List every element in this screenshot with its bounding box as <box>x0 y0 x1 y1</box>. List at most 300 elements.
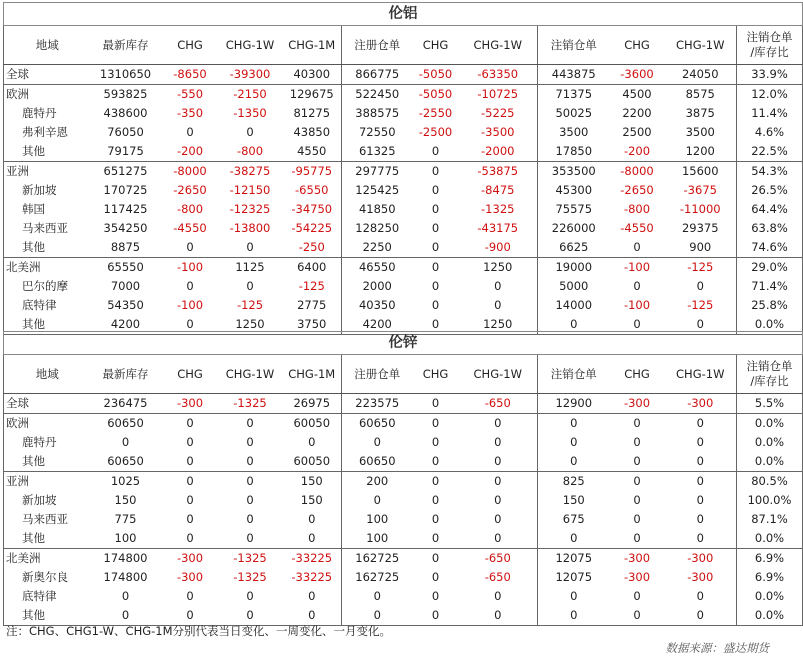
value-cell: 0 <box>283 606 342 626</box>
value-cell: 0 <box>494 493 502 507</box>
column-header: CHG <box>610 355 665 394</box>
value-cell: 0 <box>431 493 440 507</box>
value-cell: -1325 <box>218 549 283 569</box>
region-cell: 其他 <box>4 606 89 626</box>
value-cell: 0 <box>186 493 194 507</box>
table-row <box>4 85 803 105</box>
value-cell: 150 <box>283 472 342 492</box>
column-header: CHG-1W <box>218 26 283 65</box>
value-cell: 71375 <box>538 85 610 105</box>
value-cell: -650 <box>484 570 511 584</box>
value-cell: 60050 <box>283 452 342 472</box>
value-cell: -33225 <box>291 570 333 584</box>
value-cell: -8000 <box>610 162 665 182</box>
value-cell: 26975 <box>283 394 342 414</box>
value-cell: 0 <box>413 414 459 434</box>
value-cell: -12325 <box>229 202 271 216</box>
value-cell: 63.8% <box>737 219 803 238</box>
value-cell: 29375 <box>681 221 719 235</box>
value-cell: -550 <box>163 85 218 105</box>
value-cell: 3500 <box>538 123 610 142</box>
value-cell: 900 <box>665 238 737 258</box>
value-cell: 29.0% <box>737 258 803 278</box>
value-cell: 0 <box>89 606 163 626</box>
region-cell: 新加坡 <box>4 181 89 200</box>
value-cell: -11000 <box>679 202 721 216</box>
value-cell: 0 <box>431 221 440 235</box>
value-cell: 15600 <box>665 162 737 182</box>
value-cell: -2150 <box>218 85 283 105</box>
column-header: 地域 <box>4 355 89 394</box>
value-cell: -300 <box>665 549 737 569</box>
value-cell: 170725 <box>103 183 148 197</box>
value-cell: 12900 <box>538 394 610 414</box>
value-cell: 0 <box>696 279 704 293</box>
value-cell: 45300 <box>538 181 610 200</box>
value-cell: -39300 <box>218 65 283 85</box>
value-cell: 0 <box>413 606 459 626</box>
value-cell: 0 <box>218 414 283 434</box>
value-cell: 0 <box>163 414 218 434</box>
value-cell: 3875 <box>685 106 715 120</box>
value-cell: -1350 <box>233 106 267 120</box>
value-cell: 2775 <box>297 298 327 312</box>
region-cell: 马来西亚 <box>4 510 89 529</box>
value-cell: -1325 <box>218 394 283 414</box>
table-title-row <box>4 332 803 355</box>
value-cell: 0 <box>413 238 459 258</box>
value-cell: 1025 <box>89 472 163 492</box>
value-cell: -300 <box>163 394 218 414</box>
value-cell: 60650 <box>89 452 163 472</box>
table-row <box>4 549 803 569</box>
value-cell: 14000 <box>538 296 610 315</box>
value-cell: 0 <box>246 435 254 449</box>
value-cell: -100 <box>176 298 204 312</box>
table-row <box>4 394 803 414</box>
value-cell: 0 <box>538 606 610 626</box>
value-cell: 72550 <box>342 123 413 142</box>
column-header: CHG-1W <box>459 26 538 65</box>
value-cell: 0 <box>342 606 413 626</box>
value-cell: 0.0% <box>737 414 803 434</box>
value-cell: 76050 <box>107 125 144 139</box>
region-cell: 北美洲 <box>4 549 89 569</box>
value-cell: 87.1% <box>737 510 803 529</box>
value-cell: 0 <box>186 512 194 526</box>
table-row <box>4 162 803 182</box>
table-row <box>4 65 803 85</box>
value-cell: 0 <box>665 315 737 335</box>
column-header: 最新库存 <box>89 26 163 65</box>
data-source: 数据来源：盛达期货 <box>665 641 769 655</box>
value-cell: -650 <box>459 394 538 414</box>
value-cell: 0 <box>186 435 194 449</box>
value-cell: -125 <box>687 298 714 312</box>
value-cell: 150 <box>300 493 323 507</box>
value-cell: 0 <box>308 512 316 526</box>
value-cell: 0 <box>218 452 283 472</box>
value-cell: 0 <box>413 452 459 472</box>
value-cell: 0 <box>246 279 254 293</box>
value-cell: -43175 <box>477 221 519 235</box>
value-cell: 0 <box>342 433 413 452</box>
value-cell: 825 <box>538 472 610 492</box>
value-cell: 0 <box>413 315 459 335</box>
column-header: CHG <box>610 26 665 65</box>
value-cell: -4550 <box>173 221 207 235</box>
value-cell: 60050 <box>283 414 342 434</box>
value-cell: -100 <box>610 258 665 278</box>
value-cell: 46550 <box>342 258 413 278</box>
value-cell: 71.4% <box>737 277 803 296</box>
column-header: CHG <box>413 26 459 65</box>
value-cell: 43850 <box>293 125 331 139</box>
column-header: CHG <box>163 26 218 65</box>
value-cell: 1250 <box>218 315 283 335</box>
value-cell: -2650 <box>620 183 654 197</box>
zinc-inventory-table <box>3 331 803 626</box>
value-cell: 60650 <box>342 414 413 434</box>
value-cell: 5.5% <box>737 394 803 414</box>
value-cell: 0.0% <box>737 606 803 626</box>
value-cell: 0 <box>431 570 440 584</box>
value-cell: 0 <box>459 472 538 492</box>
value-cell: -300 <box>610 549 665 569</box>
value-cell: 0 <box>308 435 316 449</box>
value-cell: 0 <box>413 472 459 492</box>
value-cell: 6.9% <box>737 549 803 569</box>
value-cell: -200 <box>163 142 218 162</box>
value-cell: 11.4% <box>737 104 803 123</box>
table-row <box>4 104 803 123</box>
value-cell: 354250 <box>103 221 148 235</box>
value-cell: 0 <box>431 202 440 216</box>
value-cell: -800 <box>176 202 204 216</box>
table-row <box>4 414 803 434</box>
value-cell: 4.6% <box>737 123 803 142</box>
value-cell: -300 <box>687 570 714 584</box>
column-header: 最新库存 <box>89 355 163 394</box>
value-cell: 74.6% <box>737 238 803 258</box>
region-cell: 弗利辛恩 <box>4 123 89 142</box>
value-cell: 0 <box>538 433 610 452</box>
column-header: CHG-1W <box>459 355 538 394</box>
region-cell: 亚洲 <box>4 472 89 492</box>
value-cell: 100.0% <box>737 491 803 510</box>
value-cell: -54225 <box>291 221 333 235</box>
column-header: 地域 <box>4 26 89 65</box>
header-row <box>4 26 803 65</box>
value-cell: 0 <box>610 529 665 549</box>
value-cell: -4550 <box>620 221 654 235</box>
value-cell: 0 <box>665 452 737 472</box>
value-cell: 4550 <box>283 142 342 162</box>
value-cell: 0 <box>538 529 610 549</box>
value-cell: -650 <box>459 549 538 569</box>
value-cell: -100 <box>623 298 651 312</box>
column-header: CHG-1W <box>218 355 283 394</box>
value-cell: 6625 <box>538 238 610 258</box>
value-cell: -5225 <box>481 106 515 120</box>
value-cell: 0 <box>413 549 459 569</box>
value-cell: 0 <box>431 298 440 312</box>
value-cell: 129675 <box>283 85 342 105</box>
value-cell: 0 <box>413 394 459 414</box>
column-header: 注册仓单 <box>342 26 413 65</box>
value-cell: -8475 <box>481 183 515 197</box>
value-cell: 0 <box>633 512 641 526</box>
region-cell: 亚洲 <box>4 162 89 182</box>
column-header: CHG-1W <box>665 26 737 65</box>
value-cell: 75575 <box>538 200 610 219</box>
value-cell: -8000 <box>163 162 218 182</box>
value-cell: -95775 <box>283 162 342 182</box>
value-cell: 4500 <box>610 85 665 105</box>
value-cell: 0 <box>246 589 254 603</box>
value-cell: -300 <box>665 394 737 414</box>
value-cell: 100 <box>342 510 413 529</box>
value-cell: -125 <box>236 298 264 312</box>
value-cell: 775 <box>114 512 137 526</box>
value-cell: 80.5% <box>737 472 803 492</box>
value-cell: 1125 <box>218 258 283 278</box>
value-cell: 8875 <box>89 238 163 258</box>
region-cell: 其他 <box>4 529 89 549</box>
region-cell: 其他 <box>4 452 89 472</box>
value-cell: 0 <box>308 589 316 603</box>
value-cell: 236475 <box>89 394 163 414</box>
value-cell: 150 <box>538 491 610 510</box>
table-title: 伦铝 <box>4 3 803 26</box>
table-row <box>4 296 803 315</box>
value-cell: -33225 <box>283 549 342 569</box>
value-cell: 0 <box>610 472 665 492</box>
value-cell: 0 <box>633 493 641 507</box>
value-cell: 0.0% <box>737 587 803 606</box>
value-cell: 0 <box>342 491 413 510</box>
value-cell: 0 <box>246 125 254 139</box>
value-cell: -5050 <box>413 65 459 85</box>
region-cell: 底特律 <box>4 296 89 315</box>
value-cell: 22.5% <box>737 142 803 162</box>
value-cell: -6550 <box>295 183 329 197</box>
value-cell: 0 <box>186 589 194 603</box>
value-cell: 0 <box>283 529 342 549</box>
value-cell: 0 <box>218 529 283 549</box>
value-cell: 40350 <box>342 296 413 315</box>
table-row <box>4 219 803 238</box>
value-cell: -2650 <box>173 183 207 197</box>
value-cell: -300 <box>176 570 204 584</box>
value-cell: 200 <box>342 472 413 492</box>
region-cell: 北美洲 <box>4 258 89 278</box>
column-header: CHG-1M <box>283 26 342 65</box>
value-cell: 0 <box>610 238 665 258</box>
value-cell: 0 <box>413 162 459 182</box>
value-cell: -2550 <box>418 106 453 120</box>
value-cell: 24050 <box>665 65 737 85</box>
value-cell: 651275 <box>89 162 163 182</box>
value-cell: 12075 <box>538 568 610 587</box>
value-cell: 174800 <box>89 549 163 569</box>
value-cell: -3500 <box>481 125 515 139</box>
value-cell: 0 <box>494 589 502 603</box>
column-header: 注销仓单 /库存比 <box>737 26 803 65</box>
value-cell: 41850 <box>342 200 413 219</box>
region-cell: 马来西亚 <box>4 219 89 238</box>
value-cell: 0 <box>431 435 440 449</box>
region-cell: 鹿特丹 <box>4 104 89 123</box>
value-cell: -8650 <box>163 65 218 85</box>
value-cell: -125 <box>665 258 737 278</box>
value-cell: 100 <box>89 529 163 549</box>
value-cell: 162725 <box>342 568 413 587</box>
value-cell: 3750 <box>283 315 342 335</box>
value-cell: 353500 <box>538 162 610 182</box>
aluminum-inventory-table <box>3 2 803 335</box>
value-cell: 0 <box>431 512 440 526</box>
value-cell: 223575 <box>342 394 413 414</box>
value-cell: -2500 <box>418 125 453 139</box>
value-cell: 593825 <box>89 85 163 105</box>
value-cell: 0 <box>413 258 459 278</box>
region-cell: 全球 <box>4 65 89 85</box>
value-cell: -63350 <box>459 65 538 85</box>
table-title: 伦锌 <box>4 332 803 355</box>
region-cell: 欧洲 <box>4 85 89 105</box>
value-cell: 33.9% <box>737 65 803 85</box>
value-cell: 6400 <box>283 258 342 278</box>
table-row <box>4 123 803 142</box>
value-cell: 0.0% <box>737 452 803 472</box>
table-row <box>4 568 803 587</box>
value-cell: -53875 <box>459 162 538 182</box>
value-cell: 60650 <box>342 452 413 472</box>
value-cell: 117425 <box>103 202 148 216</box>
value-cell: 0 <box>186 125 194 139</box>
value-cell: 2500 <box>622 125 652 139</box>
value-cell: 3500 <box>685 125 715 139</box>
value-cell: -12150 <box>229 183 271 197</box>
value-cell: 0 <box>459 529 538 549</box>
value-cell: 174800 <box>103 570 148 584</box>
value-cell: 0 <box>459 452 538 472</box>
value-cell: -10725 <box>459 85 538 105</box>
value-cell: 0 <box>163 472 218 492</box>
value-cell: 0 <box>218 472 283 492</box>
value-cell: 0 <box>246 493 254 507</box>
value-cell: 0.0% <box>737 529 803 549</box>
value-cell: 1250 <box>459 315 538 335</box>
value-cell: 0 <box>633 435 641 449</box>
value-cell: 0 <box>610 315 665 335</box>
value-cell: 388575 <box>342 104 413 123</box>
value-cell: 19000 <box>538 258 610 278</box>
value-cell: 50025 <box>538 104 610 123</box>
value-cell: -300 <box>163 549 218 569</box>
value-cell: 0 <box>538 452 610 472</box>
region-cell: 欧洲 <box>4 414 89 434</box>
header-row <box>4 355 803 394</box>
value-cell: -125 <box>298 279 325 293</box>
value-cell: -2000 <box>459 142 538 162</box>
value-cell: 0 <box>218 238 283 258</box>
value-cell: 226000 <box>538 219 610 238</box>
region-cell: 底特律 <box>4 587 89 606</box>
value-cell: -900 <box>459 238 538 258</box>
value-cell: -250 <box>283 238 342 258</box>
value-cell: -13800 <box>229 221 271 235</box>
value-cell: -38275 <box>218 162 283 182</box>
value-cell: 26.5% <box>737 181 803 200</box>
value-cell: 0 <box>163 238 218 258</box>
column-header: CHG-1W <box>665 355 737 394</box>
value-cell: 297775 <box>342 162 413 182</box>
region-cell: 其他 <box>4 315 89 335</box>
value-cell: 128250 <box>342 219 413 238</box>
value-cell: 25.8% <box>737 296 803 315</box>
value-cell: 522450 <box>342 85 413 105</box>
value-cell: 0 <box>610 452 665 472</box>
region-cell: 全球 <box>4 394 89 414</box>
value-cell: 1200 <box>665 142 737 162</box>
value-cell: 17850 <box>538 142 610 162</box>
value-cell: 0.0% <box>737 433 803 452</box>
value-cell: 0 <box>696 512 704 526</box>
value-cell: 5000 <box>538 277 610 296</box>
table-title-row <box>4 3 803 26</box>
value-cell: -800 <box>218 142 283 162</box>
column-header: CHG-1M <box>283 355 342 394</box>
value-cell: 0 <box>121 589 130 603</box>
value-cell: 0 <box>665 529 737 549</box>
value-cell: 0 <box>459 606 538 626</box>
table-row <box>4 433 803 452</box>
value-cell: 12075 <box>538 549 610 569</box>
value-cell: 4200 <box>342 315 413 335</box>
table-row <box>4 529 803 549</box>
value-cell: 65550 <box>89 258 163 278</box>
region-cell: 鹿特丹 <box>4 433 89 452</box>
value-cell: 81275 <box>293 106 331 120</box>
value-cell: 1250 <box>459 258 538 278</box>
value-cell: 0 <box>665 472 737 492</box>
value-cell: 162725 <box>342 549 413 569</box>
value-cell: 0 <box>494 279 502 293</box>
value-cell: -1325 <box>233 570 267 584</box>
value-cell: 0 <box>163 529 218 549</box>
value-cell: 0 <box>413 529 459 549</box>
table-row <box>4 452 803 472</box>
value-cell: 0 <box>431 279 440 293</box>
value-cell: 0 <box>163 315 218 335</box>
value-cell: 150 <box>114 493 137 507</box>
value-cell: 79175 <box>89 142 163 162</box>
value-cell: 0 <box>431 183 440 197</box>
column-header: CHG <box>413 355 459 394</box>
value-cell: -1325 <box>481 202 515 216</box>
column-header: 注册仓单 <box>342 355 413 394</box>
table-row <box>4 200 803 219</box>
value-cell: 40300 <box>283 65 342 85</box>
region-cell: 巴尔的摩 <box>4 277 89 296</box>
value-cell: -3600 <box>610 65 665 85</box>
table-row <box>4 277 803 296</box>
value-cell: 0 <box>696 435 704 449</box>
value-cell: 0 <box>246 512 254 526</box>
table-row <box>4 238 803 258</box>
